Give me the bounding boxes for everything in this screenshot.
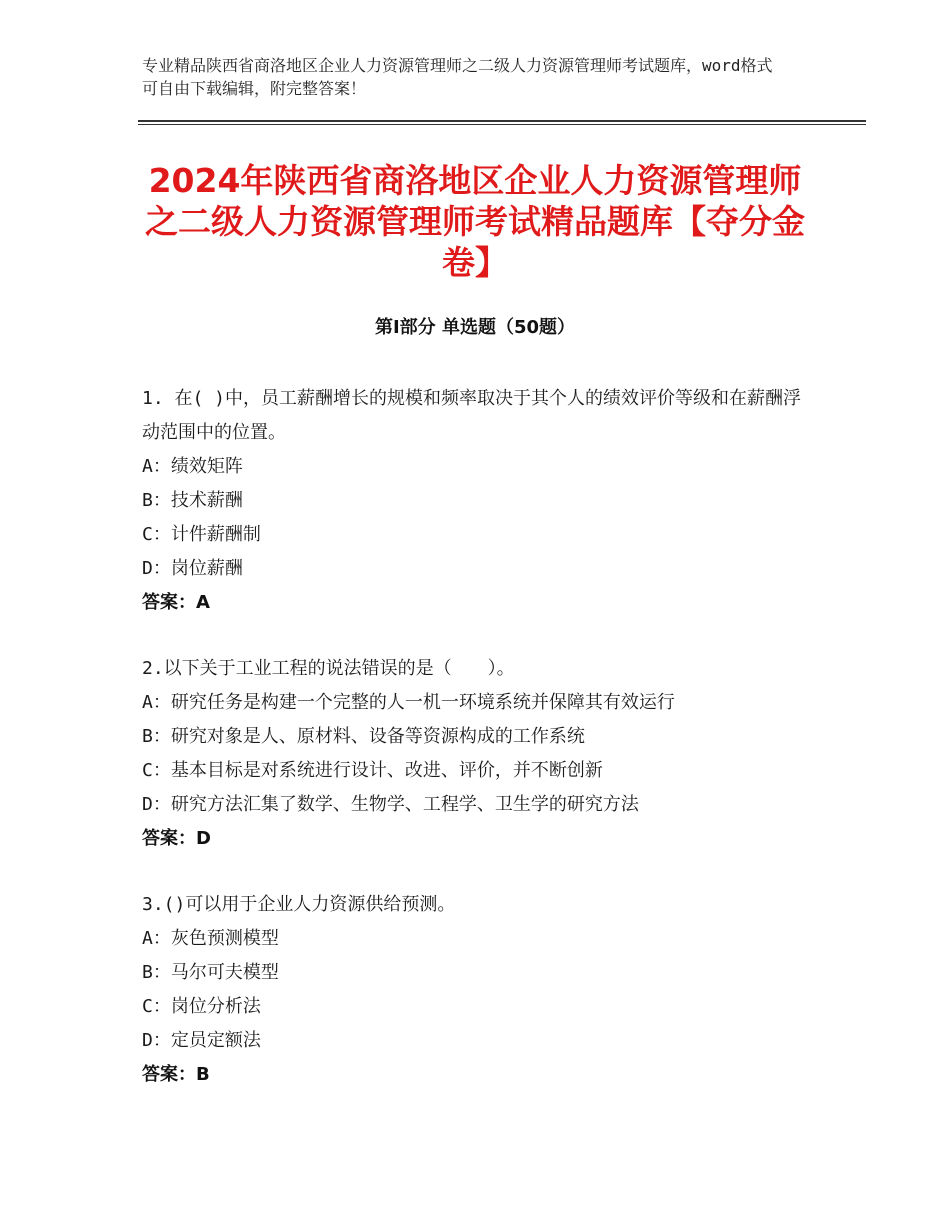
question-stem: 3.()可以用于企业人力资源供给预测。 [142, 894, 456, 915]
answer-line: 答案：B [142, 1064, 210, 1085]
option-b: B：技术薪酬 [142, 490, 243, 511]
question-2 [142, 652, 802, 856]
option-b: B：马尔可夫模型 [142, 962, 279, 983]
option-d: D：研究方法汇集了数学、生物学、工程学、卫生学的研究方法 [142, 794, 639, 815]
option-c: C：岗位分析法 [142, 996, 261, 1017]
header-divider-thick [138, 120, 866, 122]
answer-line: 答案：D [142, 828, 211, 849]
option-a: A：研究任务是构建一个完整的人一机一环境系统并保障其有效运行 [142, 692, 675, 713]
option-c: C：基本目标是对系统进行设计、改进、评价，并不断创新 [142, 760, 603, 781]
question-3 [142, 888, 802, 1092]
question-stem: 2.以下关于工业工程的说法错误的是（ ）。 [142, 658, 515, 679]
answer-line: 答案：A [142, 592, 210, 613]
option-c: C：计件薪酬制 [142, 524, 261, 545]
option-a: A：灰色预测模型 [142, 928, 279, 949]
question-stem: 1. 在( )中，员工薪酬增长的规模和频率取决于其个人的绩效评价等级和在薪酬浮动范围中的位置。 [142, 388, 802, 443]
question-1 [142, 382, 802, 620]
page-header-text: 专业精品陕西省商洛地区企业人力资源管理师之二级人力资源管理师考试题库，word格式可自由下载编辑，附完整答案！ [142, 56, 773, 98]
question-list [142, 382, 802, 1124]
option-a: A：绩效矩阵 [142, 456, 243, 477]
document-title: 2024年陕西省商洛地区企业人力资源管理师之二级人力资源管理师考试精品题库【夺分金卷】 [145, 161, 805, 282]
option-b: B：研究对象是人、原材料、设备等资源构成的工作系统 [142, 726, 585, 747]
header-divider-thin [138, 124, 866, 125]
section-heading: 第Ⅰ部分 单选题（50题） [374, 317, 575, 338]
option-d: D：定员定额法 [142, 1030, 261, 1051]
option-d: D：岗位薪酬 [142, 558, 243, 579]
header-divider [138, 120, 866, 126]
